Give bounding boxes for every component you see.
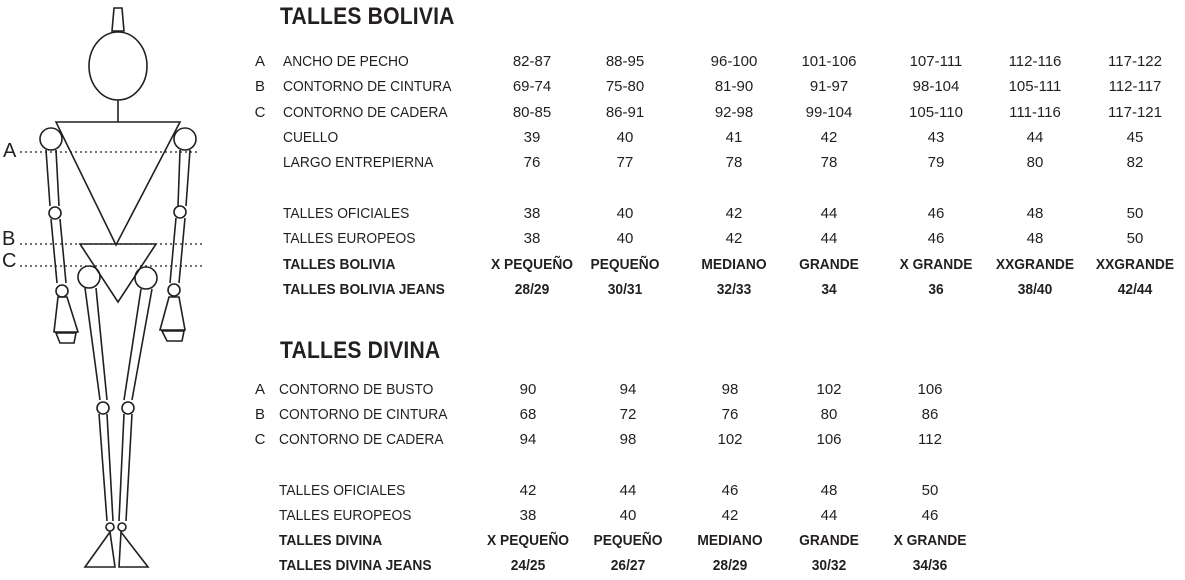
size-value-cell: 86 <box>921 406 939 423</box>
size-value-cell: 86-91 <box>605 104 645 121</box>
size-value-cell: 42 <box>725 230 743 247</box>
size-value-cell: X GRANDE <box>893 532 967 549</box>
size-value-cell: 46 <box>927 205 945 222</box>
size-value-cell: 102 <box>717 431 743 448</box>
size-value-cell: 41 <box>725 129 743 146</box>
right-shoulder-joint <box>174 128 196 150</box>
size-value-cell: XXGRANDE <box>1095 256 1175 273</box>
size-value-cell: 107-111 <box>909 53 963 70</box>
size-value-cell: 117-121 <box>1108 104 1162 121</box>
size-value-cell: 48 <box>1026 230 1044 247</box>
size-value-cell: 75-80 <box>605 78 645 95</box>
body-measurement-figure <box>0 0 210 580</box>
size-value-cell: 106 <box>816 431 842 448</box>
size-value-cell: X PEQUEÑO <box>490 256 574 273</box>
size-value-cell: PEQUEÑO <box>590 256 660 273</box>
size-value-cell: 36 <box>928 281 944 298</box>
row-label: TALLES OFICIALES <box>279 482 406 499</box>
size-value-cell: 39 <box>523 129 541 146</box>
divina-title: TALLES DIVINA <box>280 337 441 364</box>
row-label: TALLES BOLIVIA JEANS <box>283 281 445 298</box>
left-hand-cuff <box>56 333 76 343</box>
size-value-cell: 32/33 <box>716 281 752 298</box>
size-value-cell: 24/25 <box>510 557 546 574</box>
row-marker-letter: A <box>254 53 265 70</box>
left-wrist-joint <box>56 285 68 297</box>
size-value-cell: 46 <box>921 507 939 524</box>
size-value-cell: 112-117 <box>1108 78 1162 95</box>
size-value-cell: GRANDE <box>799 256 859 273</box>
right-hip-joint <box>135 267 157 289</box>
row-label: TALLES BOLIVIA <box>283 256 396 273</box>
size-value-cell: XXGRANDE <box>995 256 1075 273</box>
head-shape <box>89 32 147 100</box>
size-value-cell: 48 <box>1026 205 1044 222</box>
right-knee-joint <box>122 402 134 414</box>
size-value-cell: GRANDE <box>799 532 859 549</box>
size-value-cell: 38 <box>523 230 541 247</box>
right-upper-arm <box>178 150 190 206</box>
row-label: CONTORNO DE CADERA <box>279 431 444 448</box>
size-value-cell: 98 <box>619 431 637 448</box>
row-label: CONTORNO DE CINTURA <box>279 406 448 423</box>
size-value-cell: 94 <box>619 381 637 398</box>
size-value-cell: MEDIANO <box>701 256 767 273</box>
row-marker-letter: B <box>254 78 265 95</box>
size-value-cell: 40 <box>616 230 634 247</box>
size-value-cell: 94 <box>519 431 537 448</box>
size-value-cell: 69-74 <box>512 78 552 95</box>
size-value-cell: 99-104 <box>805 104 853 121</box>
size-value-cell: 98 <box>721 381 739 398</box>
size-value-cell: 105-110 <box>909 104 963 121</box>
size-value-cell: 88-95 <box>605 53 645 70</box>
size-value-cell: 112-116 <box>1008 53 1062 70</box>
size-value-cell: 102 <box>816 381 842 398</box>
marker-label-a: A <box>3 140 17 162</box>
divina-size-table <box>253 0 1185 580</box>
size-value-cell: 38/40 <box>1017 281 1053 298</box>
size-value-cell: 80 <box>820 406 838 423</box>
right-wrist-joint <box>168 284 180 296</box>
size-value-cell: 82 <box>1126 154 1144 171</box>
row-label: CUELLO <box>283 129 339 146</box>
size-value-cell: 68 <box>519 406 537 423</box>
size-value-cell: 81-90 <box>714 78 754 95</box>
size-value-cell: PEQUEÑO <box>593 532 663 549</box>
size-value-cell: 50 <box>921 482 939 499</box>
row-marker-letter: A <box>254 381 265 398</box>
pelvis-triangle <box>80 244 156 302</box>
bolivia-title: TALLES BOLIVIA <box>280 3 455 30</box>
size-value-cell: X PEQUEÑO <box>486 532 570 549</box>
divina-table-row <box>253 405 1185 425</box>
size-value-cell: 28/29 <box>712 557 748 574</box>
size-value-cell: 101-106 <box>801 53 857 70</box>
divina-table-row <box>253 531 1185 551</box>
size-value-cell: 96-100 <box>710 53 758 70</box>
size-value-cell: 98-104 <box>912 78 960 95</box>
size-value-cell: 90 <box>519 381 537 398</box>
size-value-cell: 28/29 <box>514 281 550 298</box>
size-value-cell: 38 <box>519 507 537 524</box>
left-thigh <box>85 288 107 400</box>
size-value-cell: 44 <box>820 205 838 222</box>
row-label: TALLES EUROPEOS <box>283 230 416 247</box>
left-elbow-joint <box>49 207 61 219</box>
size-value-cell: 77 <box>616 154 634 171</box>
left-shoulder-joint <box>40 128 62 150</box>
size-value-cell: 42 <box>721 507 739 524</box>
left-knee-joint <box>97 402 109 414</box>
size-value-cell: 40 <box>616 129 634 146</box>
size-value-cell: 44 <box>820 230 838 247</box>
torso-triangle <box>56 122 180 245</box>
size-value-cell: 50 <box>1126 205 1144 222</box>
right-hand-cuff <box>162 331 184 341</box>
left-hip-joint <box>78 266 100 288</box>
size-value-cell: 34 <box>821 281 837 298</box>
size-value-cell: 45 <box>1126 129 1144 146</box>
divina-table-row <box>253 380 1185 400</box>
size-value-cell: MEDIANO <box>697 532 763 549</box>
size-value-cell: 48 <box>820 482 838 499</box>
size-value-cell: 40 <box>616 205 634 222</box>
size-value-cell: 40 <box>619 507 637 524</box>
left-upper-arm <box>46 150 59 206</box>
size-value-cell: 78 <box>820 154 838 171</box>
size-value-cell: 42 <box>820 129 838 146</box>
left-shin <box>99 414 113 521</box>
left-foot-shape <box>85 532 115 567</box>
row-label: LARGO ENTREPIERNA <box>283 154 434 171</box>
right-forearm <box>170 218 185 283</box>
size-value-cell: 92-98 <box>714 104 754 121</box>
size-value-cell: 44 <box>619 482 637 499</box>
row-label: CONTORNO DE CADERA <box>283 104 448 121</box>
size-value-cell: 106 <box>917 381 943 398</box>
right-shin <box>119 414 132 521</box>
right-ankle-joint <box>118 523 126 531</box>
size-value-cell: X GRANDE <box>899 256 973 273</box>
right-foot-shape <box>119 532 148 567</box>
size-value-cell: 80-85 <box>512 104 552 121</box>
size-value-cell: 79 <box>927 154 945 171</box>
size-value-cell: 76 <box>721 406 739 423</box>
size-value-cell: 42/44 <box>1117 281 1153 298</box>
right-elbow-joint <box>174 206 186 218</box>
row-label: TALLES EUROPEOS <box>279 507 412 524</box>
left-hand-shape <box>54 297 78 332</box>
marker-label-c: C <box>2 250 17 272</box>
size-value-cell: 50 <box>1126 230 1144 247</box>
size-value-cell: 46 <box>927 230 945 247</box>
size-value-cell: 44 <box>820 507 838 524</box>
left-ankle-joint <box>106 523 114 531</box>
row-marker-letter: C <box>254 431 266 448</box>
size-value-cell: 72 <box>619 406 637 423</box>
size-value-cell: 38 <box>523 205 541 222</box>
row-label: TALLES DIVINA JEANS <box>279 557 432 574</box>
row-label: TALLES OFICIALES <box>283 205 410 222</box>
size-value-cell: 105-111 <box>1008 78 1062 95</box>
size-value-cell: 42 <box>519 482 537 499</box>
size-value-cell: 34/36 <box>912 557 948 574</box>
right-thigh <box>124 289 152 400</box>
size-value-cell: 82-87 <box>512 53 552 70</box>
row-label: ANCHO DE PECHO <box>283 53 409 70</box>
row-marker-letter: C <box>254 104 266 121</box>
size-value-cell: 91-97 <box>809 78 849 95</box>
row-label: CONTORNO DE BUSTO <box>279 381 434 398</box>
size-value-cell: 30/31 <box>607 281 643 298</box>
size-value-cell: 26/27 <box>610 557 646 574</box>
size-value-cell: 43 <box>927 129 945 146</box>
divina-table-row <box>253 481 1185 501</box>
size-value-cell: 76 <box>523 154 541 171</box>
size-value-cell: 78 <box>725 154 743 171</box>
row-label: CONTORNO DE CINTURA <box>283 78 452 95</box>
row-marker-letter: B <box>254 406 265 423</box>
divina-table-row <box>253 556 1185 576</box>
size-value-cell: 42 <box>725 205 743 222</box>
size-value-cell: 117-122 <box>1108 53 1162 70</box>
size-value-cell: 30/32 <box>811 557 847 574</box>
row-label: TALLES DIVINA <box>279 532 383 549</box>
divina-table-row <box>253 430 1185 450</box>
divina-table-row <box>253 506 1185 526</box>
size-value-cell: 111-116 <box>1009 104 1061 121</box>
size-value-cell: 112 <box>918 431 942 448</box>
left-forearm <box>51 219 66 283</box>
size-value-cell: 46 <box>721 482 739 499</box>
hair-tuft-shape <box>112 8 124 31</box>
marker-label-b: B <box>2 228 16 250</box>
size-value-cell: 44 <box>1026 129 1044 146</box>
right-hand-shape <box>160 297 185 330</box>
size-value-cell: 80 <box>1026 154 1044 171</box>
